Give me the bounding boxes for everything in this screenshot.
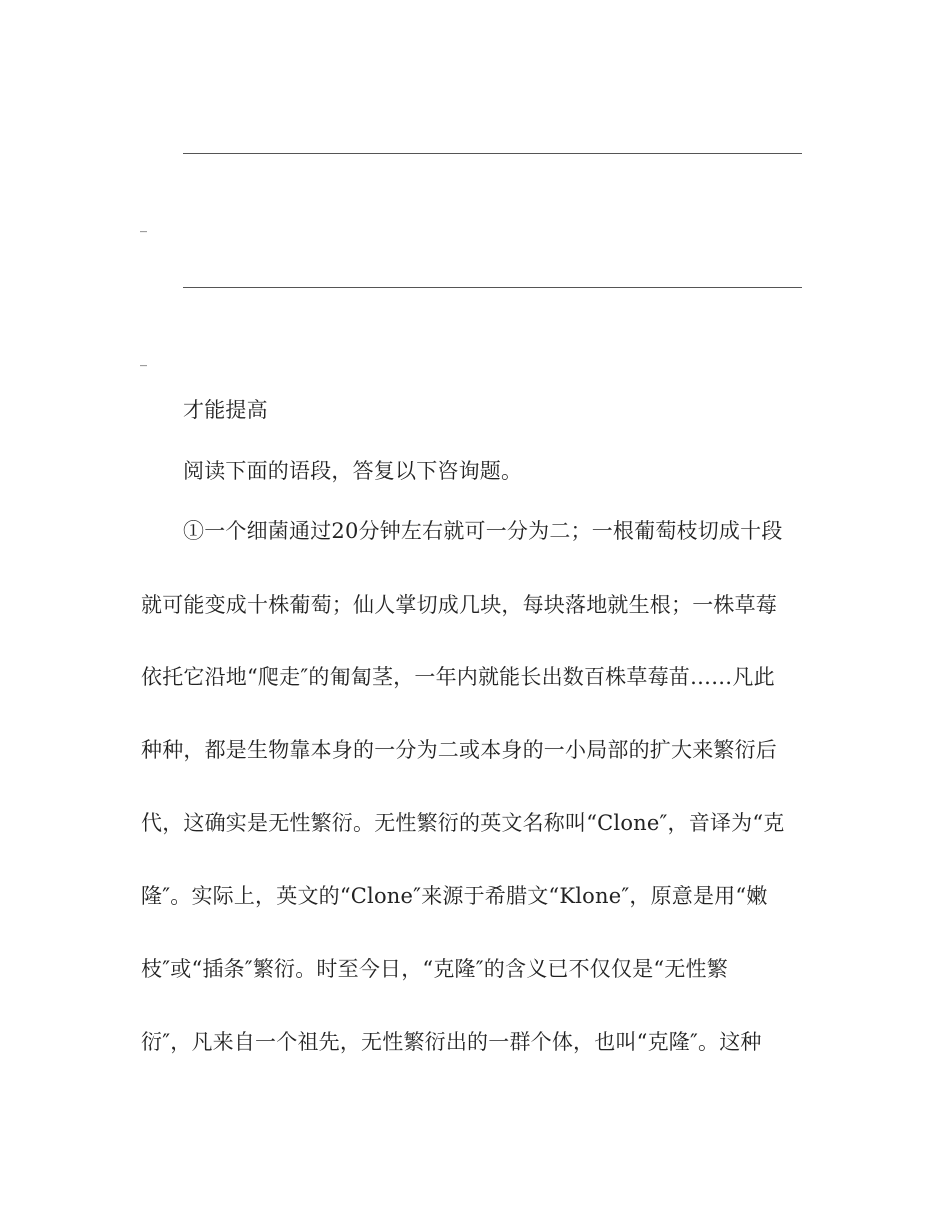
passage-line: 种种，都是生物靠本身的一分为二或本身的一小局部的扩大来繁衍后: [141, 738, 777, 762]
passage-line: 就可能变成十株葡萄；仙人掌切成几块，每块落地就生根；一株草莓: [141, 593, 777, 617]
instruction-text: 阅读下面的语段，答复以下咨询题。: [183, 459, 523, 483]
section-heading: 才能提高: [183, 398, 268, 422]
blank-dash-2: _: [140, 351, 147, 367]
answer-blank-line-1: [183, 153, 802, 154]
blank-dash-1: _: [140, 217, 147, 233]
passage-line: 代，这确实是无性繁衍。无性繁衍的英文名称叫“Clone″，音译为“克: [141, 811, 785, 835]
passage-line: 隆″。实际上，英文的“Clone″来源于希腊文“Klone″，原意是用“嫩: [141, 884, 768, 908]
answer-blank-line-2: [183, 287, 802, 288]
passage-line: ①一个细菌通过20分钟左右就可一分为二；一根葡萄枝切成十段: [183, 519, 783, 543]
passage-line: 衍″，凡来自一个祖先，无性繁衍出的一群个体，也叫“克隆″。这种: [141, 1030, 762, 1054]
passage-line: 枝″或“插条″繁衍。时至今日，“克隆″的含义已不仅仅是“无性繁: [141, 957, 728, 981]
passage-line: 依托它沿地“爬走″的匍匐茎，一年内就能长出数百株草莓苗……凡此: [141, 665, 775, 689]
